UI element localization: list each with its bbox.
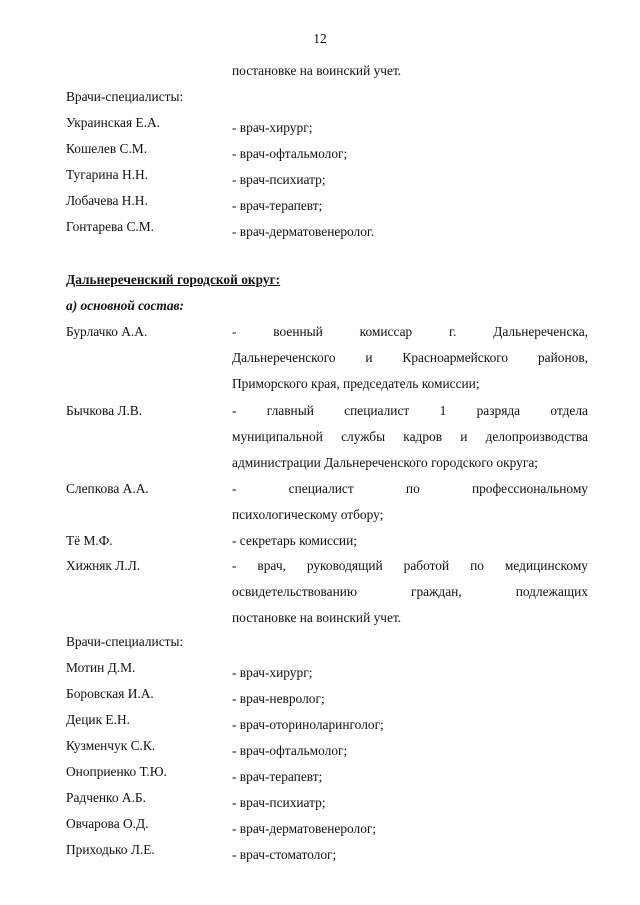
specialist-name: Кузменчук С.К. — [66, 738, 156, 753]
member-role-line: - врач, руководящий работой по медицинскому — [232, 558, 588, 573]
subsection-title: а) основной состав: — [66, 298, 184, 313]
member-name: Слепкова А.А. — [66, 481, 149, 496]
specialist-name: Тугарина Н.Н. — [66, 167, 148, 182]
member-role-line: постановке на воинский учет. — [232, 610, 402, 626]
specialist-role: - врач-офтальмолог; — [232, 146, 348, 161]
member-role-line: психологическому отбору; — [232, 507, 384, 523]
specialist-role: - врач-дерматовенеролог; — [232, 821, 377, 836]
specialist-name: Боровская И.А. — [66, 686, 154, 701]
member-role — [232, 319, 588, 398]
specialists-label: Врачи-специалисты: — [66, 634, 184, 649]
member-role — [232, 476, 588, 528]
member-role-line: администрации Дальнереченского городского округа; — [232, 455, 538, 471]
member-role-line: Дальнереченского и Красноармейского районов, — [232, 350, 588, 366]
member-role-line: Приморского края, председатель комиссии; — [232, 376, 480, 392]
specialist-name: Оноприенко Т.Ю. — [66, 764, 167, 779]
member-role-line: - секретарь комиссии; — [232, 533, 357, 548]
section-title: Дальнереченский городской округ: — [66, 272, 281, 287]
specialist-role: - врач-стоматолог; — [232, 847, 337, 862]
specialist-name: Украинская Е.А. — [66, 115, 161, 130]
specialist-role: - врач-терапевт; — [232, 198, 323, 213]
specialist-name: Гонтарева С.М. — [66, 219, 154, 234]
specialist-role: - врач-хирург; — [232, 120, 313, 135]
member-name: Тё М.Ф. — [66, 533, 113, 548]
member-name: Хижняк Л.Л. — [66, 558, 141, 573]
specialist-role: - врач-оториноларинголог; — [232, 717, 384, 732]
specialists-label: Врачи-специалисты: — [66, 89, 184, 104]
member-role-line: - специалист по профессиональному — [232, 481, 588, 496]
member-role — [232, 553, 588, 632]
specialist-name: Децик Е.Н. — [66, 712, 130, 727]
member-role-line: - военный комиссар г. Дальнереченска, — [232, 324, 588, 339]
page-number: 12 — [313, 31, 327, 46]
member-role-line: - главный специалист 1 разряда отдела — [232, 403, 588, 418]
specialist-name: Приходько Л.Е. — [66, 842, 155, 857]
specialist-role: - врач-терапевт; — [232, 769, 323, 784]
specialist-name: Радченко А.Б. — [66, 790, 146, 805]
specialist-name: Овчарова О.Д. — [66, 816, 149, 831]
member-role-line: освидетельствованию граждан, подлежащих — [232, 584, 588, 600]
specialist-role: - врач-хирург; — [232, 665, 313, 680]
member-role — [232, 398, 588, 477]
continuation-text: постановке на воинский учет. — [232, 63, 402, 78]
specialist-role: - врач-дерматовенеролог. — [232, 224, 375, 239]
specialist-name: Кошелев С.М. — [66, 141, 148, 156]
specialist-role: - врач-невролог; — [232, 691, 325, 706]
specialist-name: Мотин Д.М. — [66, 660, 136, 675]
member-role-line: муниципальной службы кадров и делопроизводства — [232, 429, 588, 445]
specialist-name: Лобачева Н.Н. — [66, 193, 148, 208]
member-name: Бурлачко А.А. — [66, 324, 148, 339]
member-name: Бычкова Л.В. — [66, 403, 143, 418]
specialist-role: - врач-офтальмолог; — [232, 743, 348, 758]
specialist-role: - врач-психиатр; — [232, 172, 326, 187]
specialist-role: - врач-психиатр; — [232, 795, 326, 810]
member-role — [232, 528, 588, 554]
